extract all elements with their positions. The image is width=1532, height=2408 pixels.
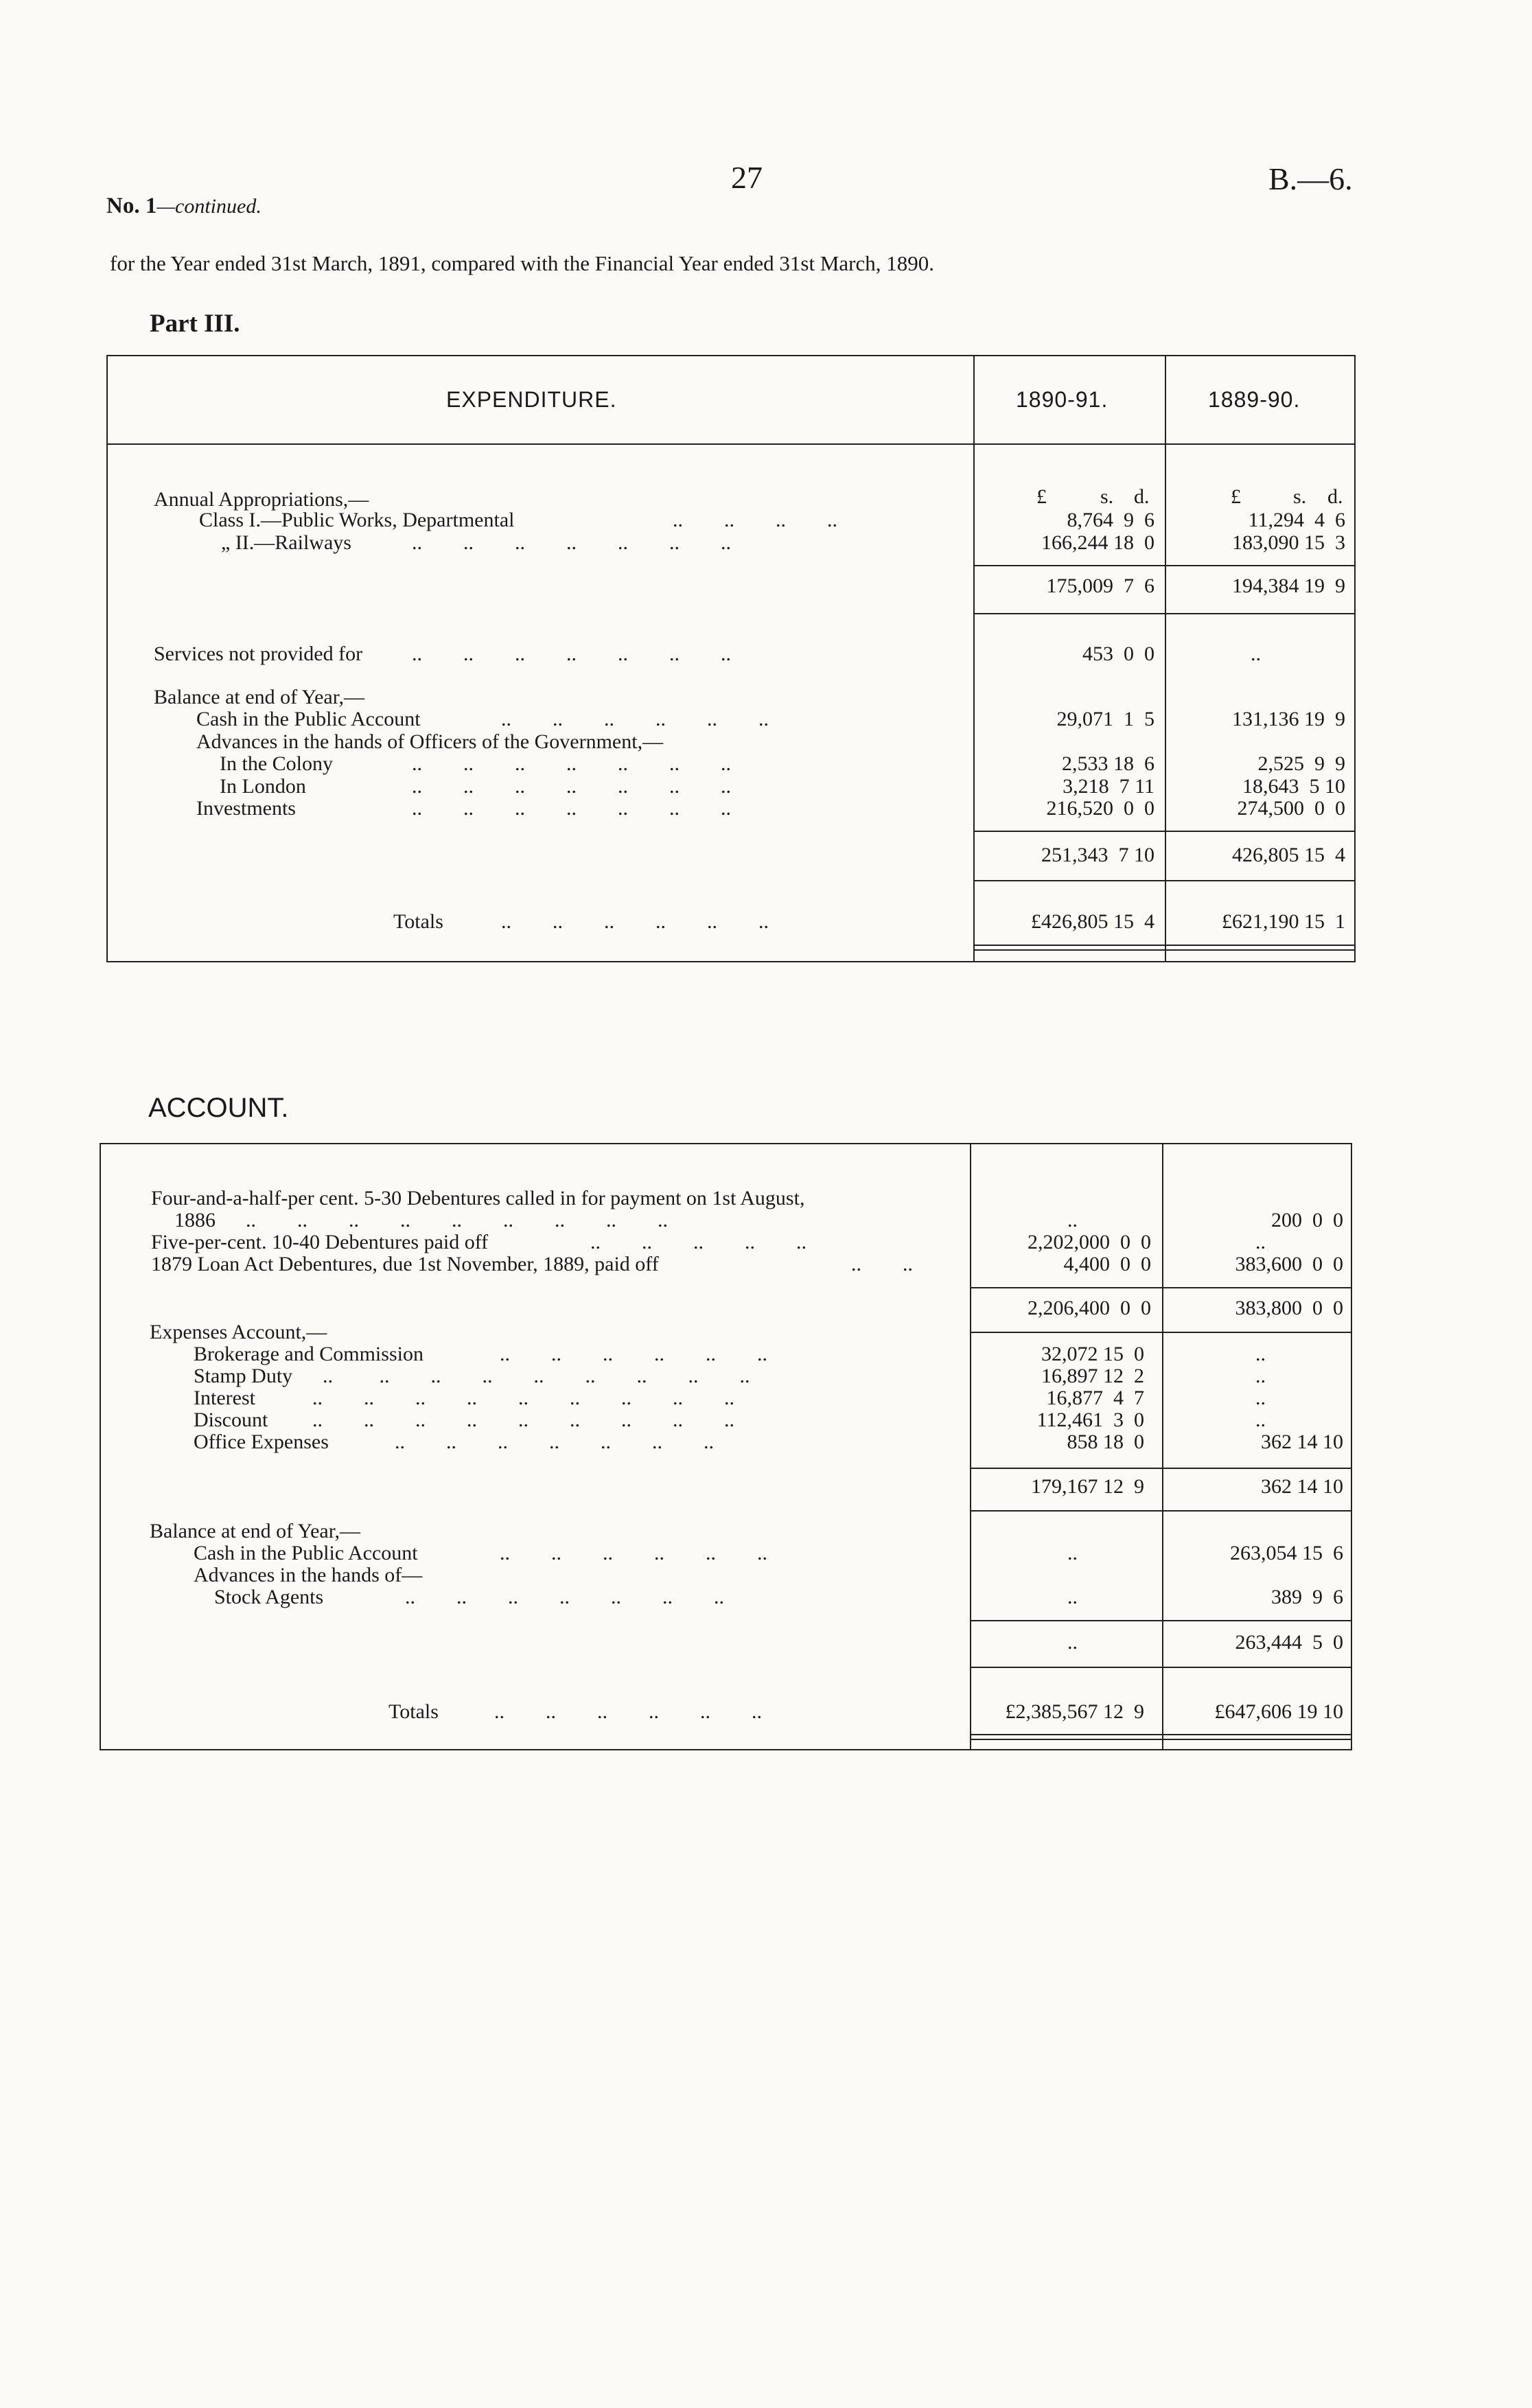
subtotal-cell: 251,343 7 10 — [1041, 844, 1154, 866]
table-cell: .. — [1255, 1387, 1266, 1409]
table-cell: 263,054 15 6 — [1230, 1542, 1343, 1564]
table-cell: 8,764 9 6 — [1067, 509, 1154, 531]
subtotal-cell: 383,800 0 0 — [1235, 1297, 1343, 1319]
table-cell: .. — [1255, 1365, 1266, 1387]
table-cell: 16,897 12 2 — [1041, 1365, 1144, 1387]
dot-leaders: .. .. .. .. .. .. .. — [412, 642, 731, 665]
table-row-label: Interest — [194, 1387, 255, 1409]
table-row-label: 1879 Loan Act Debentures, due 1st November, 1889, paid off — [151, 1253, 659, 1275]
table-row-label: In the Colony — [220, 752, 333, 775]
table-cell: 383,600 0 0 — [1235, 1253, 1343, 1275]
table-row-label: Stock Agents — [214, 1586, 324, 1608]
table-cell: 166,244 18 0 — [1041, 531, 1154, 554]
document-reference: B.—6. — [1268, 161, 1353, 196]
table-row-label: In London — [220, 775, 306, 798]
table-cell: 29,071 1 5 — [1056, 708, 1154, 730]
totals-label: Totals — [388, 1700, 439, 1723]
table-cell: 2,525 9 9 — [1257, 752, 1345, 775]
currency-pence: d. — [1327, 485, 1343, 508]
subtotal-cell: 362 14 10 — [1261, 1475, 1343, 1498]
section-number: No. 1 — [106, 194, 157, 218]
table-row-label: Balance at end of Year,— — [154, 686, 365, 708]
totals-label: Totals — [393, 910, 443, 933]
table-cell: 183,090 15 3 — [1232, 531, 1345, 554]
dot-leaders: .. .. .. .. .. .. — [501, 910, 769, 933]
table-row-label: Advances in the hands of— — [194, 1564, 423, 1586]
table-row-label: Cash in the Public Account — [194, 1542, 418, 1564]
table-row-label: Discount — [194, 1409, 268, 1431]
table-cell: 216,520 0 0 — [1046, 797, 1154, 820]
currency-pence: d. — [1134, 485, 1150, 508]
table-row-label: Stamp Duty — [194, 1365, 293, 1387]
table-cell: 131,136 19 9 — [1232, 708, 1345, 730]
table-cell: 2,202,000 0 0 — [1028, 1231, 1151, 1253]
dot-leaders: .. .. .. .. .. .. .. .. .. — [312, 1409, 734, 1431]
table-row-label: Advances in the hands of Officers of the Government,— — [196, 730, 664, 753]
table-cell: 274,500 0 0 — [1237, 797, 1345, 820]
subtotal-cell: 426,805 15 4 — [1232, 844, 1345, 866]
currency-shilling: s. — [1293, 485, 1307, 508]
dot-leaders: .. .. .. .. .. .. .. — [405, 1586, 724, 1608]
total-cell: £2,385,567 12 9 — [1005, 1700, 1144, 1723]
col-head-expenditure: EXPENDITURE. — [446, 387, 617, 412]
dot-leaders: .. .. .. .. .. .. .. — [412, 775, 731, 798]
table-cell: 200 0 0 — [1271, 1209, 1343, 1231]
dot-leaders: .. .. .. .. — [673, 509, 837, 531]
table-row-label: 1886 — [174, 1209, 216, 1231]
currency-pound: £ — [1231, 485, 1241, 508]
table-row-label: Brokerage and Commission — [194, 1343, 423, 1365]
currency-pound: £ — [1036, 485, 1047, 508]
currency-shilling: s. — [1100, 485, 1114, 508]
dot-leaders: .. .. .. .. .. .. .. — [412, 797, 731, 820]
subtotal-cell: 179,167 12 9 — [1031, 1475, 1144, 1498]
dot-leaders: .. .. .. .. .. .. .. .. .. — [323, 1365, 750, 1387]
table-cell: 16,877 4 7 — [1046, 1387, 1144, 1409]
table-row-label: Class I.—Public Works, Departmental — [199, 509, 515, 531]
table-row-label: „ II.—Railways — [221, 531, 351, 554]
dot-leaders: .. .. .. .. .. .. — [500, 1343, 767, 1365]
table-cell: .. — [1067, 1542, 1078, 1564]
table-row-label: Balance at end of Year,— — [150, 1520, 361, 1542]
table-row-label: Annual Appropriations,— — [154, 488, 369, 511]
table-row-label: Services not provided for — [154, 642, 363, 665]
table-cell: .. — [1255, 1343, 1266, 1365]
table-cell: .. — [1067, 1209, 1078, 1231]
subtotal-cell: .. — [1067, 1631, 1078, 1654]
table-row-label: Five-per-cent. 10-40 Debentures paid off — [151, 1231, 489, 1253]
subtotal-cell: 263,444 5 0 — [1235, 1631, 1343, 1654]
dot-leaders: .. .. .. .. .. — [590, 1231, 806, 1253]
subtotal-cell: 175,009 7 6 — [1046, 575, 1154, 597]
table-cell: 453 0 0 — [1082, 642, 1154, 665]
page-caption: for the Year ended 31st March, 1891, compared with the Financial Year ended 31st March, 1890. — [110, 251, 934, 275]
table-cell: 18,643 5 10 — [1242, 775, 1345, 798]
col-head-1890-91: 1890-91. — [1016, 387, 1109, 412]
page-number: 27 — [731, 160, 763, 195]
table-cell: 11,294 4 6 — [1248, 509, 1345, 531]
table-cell: .. — [1255, 1231, 1266, 1253]
table-cell: 3,218 7 11 — [1063, 775, 1154, 798]
table-cell: .. — [1067, 1586, 1078, 1608]
table-cell: 389 9 6 — [1271, 1586, 1343, 1608]
dot-leaders: .. .. .. .. .. .. — [494, 1700, 762, 1723]
dot-leaders: .. .. .. .. .. .. — [500, 1542, 767, 1564]
table-cell: .. — [1255, 1409, 1266, 1431]
col-head-1889-90: 1889-90. — [1208, 387, 1301, 412]
dot-leaders: .. .. — [851, 1253, 913, 1275]
subtotal-cell: 2,206,400 0 0 — [1028, 1297, 1151, 1319]
dot-leaders: .. .. .. .. .. .. .. — [395, 1431, 714, 1453]
part-title: Part III. — [150, 310, 240, 338]
section-continued: —continued. — [156, 195, 262, 218]
dot-leaders: .. .. .. .. .. .. .. .. .. — [246, 1209, 668, 1231]
total-cell: £621,190 15 1 — [1222, 910, 1345, 933]
dot-leaders: .. .. .. .. .. .. — [501, 708, 769, 730]
dot-leaders: .. .. .. .. .. .. .. — [412, 752, 731, 775]
section-heading — [106, 194, 262, 219]
table-row-label: Four-and-a-half-per cent. 5-30 Debentures called in for payment on 1st August, — [151, 1187, 805, 1209]
table-cell: 112,461 3 0 — [1036, 1409, 1144, 1431]
table-row-label: Expenses Account,— — [150, 1321, 327, 1343]
total-cell: £426,805 15 4 — [1031, 910, 1154, 933]
table-cell: 362 14 10 — [1261, 1431, 1343, 1453]
table-row-label: Investments — [196, 797, 296, 820]
dot-leaders: .. .. .. .. .. .. .. .. .. — [312, 1387, 734, 1409]
table-cell: 4,400 0 0 — [1063, 1253, 1151, 1275]
table-row-label: Office Expenses — [194, 1431, 329, 1453]
dot-leaders: .. .. .. .. .. .. .. — [412, 531, 731, 554]
table-cell: 858 18 0 — [1067, 1431, 1144, 1453]
table-cell: 2,533 18 6 — [1062, 752, 1154, 775]
subtotal-cell: 194,384 19 9 — [1232, 575, 1345, 597]
table-cell: .. — [1251, 642, 1261, 665]
account-title: ACCOUNT. — [148, 1093, 289, 1123]
table-cell: 32,072 15 0 — [1041, 1343, 1144, 1365]
table-row-label: Cash in the Public Account — [196, 708, 421, 730]
total-cell: £647,606 19 10 — [1214, 1700, 1343, 1723]
